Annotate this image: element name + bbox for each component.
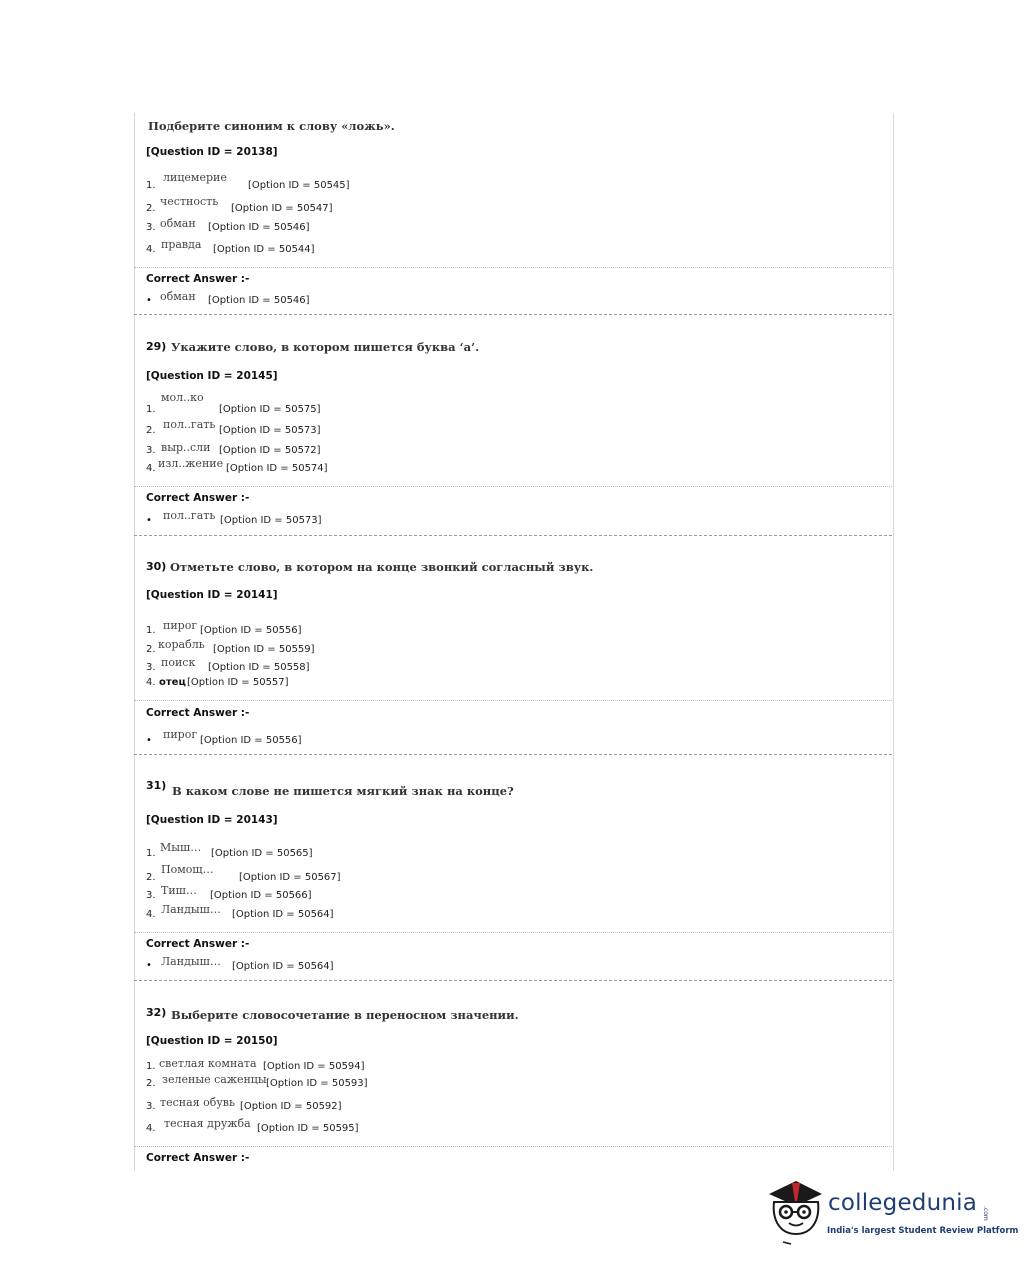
question-31-text: В каком слове не пишется мягкий знак на конце? (172, 784, 514, 798)
question-separator (134, 314, 892, 315)
option-id: [Option ID = 50558] (208, 662, 310, 673)
option-number: 3. (146, 890, 156, 901)
option-word: лицемерие (163, 171, 227, 184)
option-word: правда (161, 238, 202, 251)
option-id: [Option ID = 50557] (187, 677, 289, 688)
option-word: обман (160, 217, 196, 230)
option-id: [Option ID = 50566] (210, 890, 312, 901)
option-word: поиск (161, 656, 196, 669)
option-word: тесная дружба (164, 1117, 251, 1130)
option-word: светлая комната (159, 1057, 257, 1070)
option-word: зеленые саженцы (162, 1073, 267, 1086)
answer-option-id: [Option ID = 50556] (200, 735, 302, 746)
answer-word: пирог (163, 728, 198, 741)
option-number: 2. (146, 425, 156, 436)
option-number: 2. (146, 872, 156, 883)
question-32-text: Выберите словосочетание в переносном значении. (171, 1008, 519, 1022)
option-number: 3. (146, 1101, 156, 1112)
question-separator (134, 754, 892, 755)
question-29-number: 29) (146, 340, 167, 353)
option-number: 1. (146, 404, 156, 415)
question-29-id: [Question ID = 20145] (146, 370, 278, 382)
question-30-number: 30) (146, 560, 167, 573)
answer-word: пол..гать (163, 509, 216, 522)
question-29-text: Укажите слово, в котором пишется буква ‘а’. (171, 340, 480, 354)
option-word: пирог (163, 619, 198, 632)
option-id: [Option ID = 50574] (226, 463, 328, 474)
option-id: [Option ID = 50546] (208, 222, 310, 233)
option-word: корабль (158, 638, 205, 651)
option-id: [Option ID = 50565] (211, 848, 313, 859)
option-number: 3. (146, 222, 156, 233)
option-word: тесная обувь (160, 1096, 235, 1109)
option-word: мол..ко (161, 391, 204, 404)
option-word: честность (160, 195, 219, 208)
option-id: [Option ID = 50572] (219, 445, 321, 456)
option-number: 1. (146, 180, 156, 191)
answer-bullet: • (146, 960, 152, 971)
question-separator (134, 535, 892, 536)
option-id: [Option ID = 50544] (213, 244, 315, 255)
option-number: 1. (146, 1061, 156, 1072)
option-word: пол..гать (163, 418, 216, 431)
option-id: [Option ID = 50545] (248, 180, 350, 191)
brand-tagline: India's largest Student Review Platform (827, 1226, 1019, 1236)
correct-answer-label: Correct Answer :- (146, 492, 250, 504)
option-word: Тиш… (161, 884, 197, 897)
correct-answer-label: Correct Answer :- (146, 707, 250, 719)
correct-answer-label: Correct Answer :- (146, 938, 250, 950)
answer-bullet: • (146, 295, 152, 306)
option-number: 4. (146, 463, 156, 474)
question-28-id: [Question ID = 20138] (146, 146, 278, 158)
option-number: 4. (146, 244, 156, 255)
question-28-text: Подберите синоним к слову «ложь». (148, 119, 395, 133)
option-number: 4. (146, 677, 156, 688)
question-31-id: [Question ID = 20143] (146, 814, 278, 826)
option-id: [Option ID = 50575] (219, 404, 321, 415)
correct-answer-label: Correct Answer :- (146, 273, 250, 285)
option-number: 1. (146, 848, 156, 859)
question-30-text: Отметьте слово, в котором на конце звонкий согласный звук. (170, 560, 594, 574)
option-word: Мыш… (160, 841, 202, 854)
answer-option-id: [Option ID = 50546] (208, 295, 310, 306)
answer-option-id: [Option ID = 50573] (220, 515, 322, 526)
option-number: 4. (146, 909, 156, 920)
option-word: изл..жение (158, 457, 224, 470)
option-id: [Option ID = 50556] (200, 625, 302, 636)
question-separator (134, 980, 892, 981)
option-id: [Option ID = 50573] (219, 425, 321, 436)
question-31-number: 31) (146, 779, 167, 792)
option-number: 3. (146, 445, 156, 456)
correct-answer-label: Correct Answer :- (146, 1152, 250, 1164)
answer-word: Ландыш… (161, 955, 221, 968)
divider (134, 700, 892, 701)
option-number: 2. (146, 644, 156, 655)
option-number: 4. (146, 1123, 156, 1134)
question-30-id: [Question ID = 20141] (146, 589, 278, 601)
divider (134, 267, 892, 268)
answer-option-id: [Option ID = 50564] (232, 961, 334, 972)
option-number: 1. (146, 625, 156, 636)
answer-bullet: • (146, 515, 152, 526)
option-id: [Option ID = 50595] (257, 1123, 359, 1134)
option-number: 3. (146, 662, 156, 673)
divider (134, 486, 892, 487)
option-number: 2. (146, 1078, 156, 1089)
option-id: [Option ID = 50567] (239, 872, 341, 883)
option-word: Помощ… (161, 863, 214, 876)
divider (134, 1146, 892, 1147)
option-word: Ландыш… (161, 903, 221, 916)
option-id: [Option ID = 50592] (240, 1101, 342, 1112)
option-word: выр..сли (161, 441, 211, 454)
divider (134, 932, 892, 933)
option-id: [Option ID = 50559] (213, 644, 315, 655)
option-id: [Option ID = 50594] (263, 1061, 365, 1072)
question-32-number: 32) (146, 1006, 167, 1019)
option-id: [Option ID = 50564] (232, 909, 334, 920)
question-32-id: [Question ID = 20150] (146, 1035, 278, 1047)
brand-name: collegedunia (828, 1190, 978, 1216)
option-id: [Option ID = 50547] (231, 203, 333, 214)
option-number: 2. (146, 203, 156, 214)
answer-bullet: • (146, 735, 152, 746)
option-word: отец (159, 677, 186, 688)
brand-domain: .com (982, 1206, 989, 1221)
answer-word: обман (160, 290, 196, 303)
option-id: [Option ID = 50593] (266, 1078, 368, 1089)
